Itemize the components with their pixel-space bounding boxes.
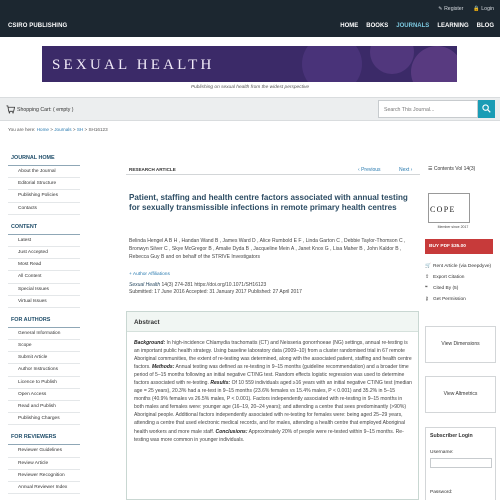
breadcrumb-home[interactable]: Home <box>36 127 49 132</box>
sidebar-heading[interactable]: JOURNAL HOME <box>8 152 80 166</box>
sidebar-item-reviewer-recognition[interactable]: Reviewer Recognition <box>8 470 80 482</box>
breadcrumb-journals[interactable]: Journals <box>54 127 72 132</box>
subscriber-login-panel <box>425 427 496 500</box>
sidebar-item-general-info[interactable]: General Information <box>8 328 80 340</box>
quote-icon: ❝ <box>425 286 428 291</box>
next-label: Next <box>399 167 410 173</box>
breadcrumb: You are here: Home > Journals > SH > SH16123 <box>8 127 108 132</box>
get-permission-link[interactable] <box>425 297 495 303</box>
sidebar <box>8 152 80 500</box>
author-affiliations-toggle[interactable]: + Author Affiliations <box>129 272 170 277</box>
next-article-link[interactable]: Next › <box>399 167 413 173</box>
login-heading: Subscriber Login <box>430 433 473 439</box>
journal-name: Sexual Health <box>129 282 161 288</box>
top-bar <box>0 0 500 37</box>
journal-banner[interactable] <box>42 46 457 82</box>
cart-icon[interactable] <box>6 105 15 114</box>
username-label: Username: <box>430 450 454 455</box>
username-input[interactable] <box>430 458 492 468</box>
sidebar-item-latest[interactable]: Latest <box>8 235 80 247</box>
sidebar-item-review-article[interactable]: Review Article <box>8 458 80 470</box>
sidebar-item-policies[interactable]: Publishing Policies <box>8 190 80 202</box>
cart-icon: 🛒 <box>425 264 431 269</box>
nav-blog[interactable]: BLOG <box>476 23 494 29</box>
sidebar-item-special-issues[interactable]: Special Issues <box>8 284 80 296</box>
contents-link[interactable] <box>428 166 475 172</box>
journal-search-input[interactable]: Search This Journal... <box>378 100 478 118</box>
sidebar-item-charges[interactable]: Publishing Charges <box>8 413 80 425</box>
article-header <box>126 162 420 296</box>
conclusions-text: Approximately 20% of people were re-tested within 9–15 months. Re-testing was more common in younger individuals. <box>134 428 404 443</box>
sidebar-heading[interactable]: CONTENT <box>8 221 80 235</box>
journal-tagline: Publishing on sexual health from the widest perspective <box>190 85 310 90</box>
sidebar-item-reviewer-guidelines[interactable]: Reviewer Guidelines <box>8 445 80 457</box>
background-text: In high-incidence Chlamydia trachomatis (CT) and Neisseria gonorrhoeae (NG) settings, annual re-testing is an important public health strategy. Using baseline laboratory data (2009–10) from a cluster randomised trial in 67 remote Aboriginal communities, the extent of re-testing was determined, along with the associated patient, staffing and health centre factors. <box>134 340 412 371</box>
tool-label: Export Citation <box>433 275 465 280</box>
sidebar-item-open-access[interactable]: Open Access <box>8 389 80 401</box>
results-text: Of 10 559 individuals aged ≥16 years with an initial negative CT/NG test (median age = 25 years), 20.3% had a re-test in 9–15 months (23.6% females vs 15.4% males, P < 0.001) and 35.2% in 5–15 months (40.9% females vs 26.5% males, P < 0.001). Factors independently associated with re-testing in 9–15 months in both males and females were: younger age (16–19, 20–24 years); and attending a centre that sees predominantly (>90%) Aboriginal people. Additional factors independently associated with re-testing for females were: being aged 25–29 years, attending a centre that used electronic medical records, and for males, attending a health centre that employed Aboriginal health workers and more male staff. <box>134 380 412 435</box>
article-title: Patient, staffing and health centre factors associated with annual testing for sexually transmissible infections in remote primary health centres <box>129 193 408 213</box>
main-nav <box>340 23 494 29</box>
previous-article-link[interactable]: ‹ Previous <box>358 167 381 173</box>
export-citation-link[interactable] <box>425 275 495 281</box>
methods-label: Methods: <box>151 364 175 371</box>
sidebar-item-virtual-issues[interactable]: Virtual Issues <box>8 296 80 308</box>
article-tools <box>425 264 495 308</box>
contents-label: Contents Vol 14(3) <box>433 166 476 172</box>
banner-graphic <box>192 46 457 82</box>
password-label: Password: <box>430 490 453 495</box>
article-dates: Submitted: 17 June 2016 Accepted: 31 January 2017 Published: 27 April 2017 <box>129 289 302 296</box>
brand-logo[interactable]: CSIRO PUBLISHING <box>8 23 68 29</box>
article-citation <box>129 282 302 297</box>
conclusions-label: Conclusions: <box>215 428 248 435</box>
sidebar-item-all-content[interactable]: All Content <box>8 271 80 283</box>
abstract-panel <box>126 311 419 500</box>
sidebar-item-licence[interactable]: Licence to Publish <box>8 377 80 389</box>
breadcrumb-current: SH16123 <box>88 127 108 132</box>
login-link[interactable]: 🔒 Login <box>473 6 494 12</box>
search-button[interactable] <box>478 100 495 118</box>
buy-pdf-button[interactable]: BUY PDF $35.00 <box>425 239 493 254</box>
abstract-body <box>127 332 418 444</box>
breadcrumb-sh[interactable]: SH <box>76 127 84 132</box>
cope-member-text: Member since 2017 <box>437 225 469 229</box>
sidebar-item-contacts[interactable]: Contacts <box>8 203 80 215</box>
abstract-heading: Abstract <box>127 312 418 332</box>
citation-doi[interactable]: 14(3) 274-281 https://doi.org/10.1071/SH16123 <box>160 282 267 288</box>
altmetrics-label: View Altmetrics <box>443 391 478 397</box>
article-authors[interactable]: Belinda Hengel A B H , Handan Wand B , James Ward D , Alice Rumbold E F , Linda Garton C , Debbie Taylor-Thomson C , Bronwyn Silver C , Skye McGregor B , Amalie Dyda B , Jacqueline Mein A , Janet Knox G , Lisa Maher B , John Kaldor B , Rebecca Guy B and on behalf of the STRIVE Investigators <box>129 238 406 260</box>
background-label: Background: <box>134 340 166 346</box>
dimensions-widget[interactable] <box>425 326 496 363</box>
nav-home[interactable]: HOME <box>340 23 359 29</box>
previous-label: Previous <box>361 167 381 173</box>
sidebar-item-submit[interactable]: Submit Article <box>8 352 80 364</box>
nav-books[interactable]: BOOKS <box>366 23 389 29</box>
key-icon: ⚷ <box>425 297 429 302</box>
sidebar-item-instructions[interactable]: Author Instructions <box>8 364 80 376</box>
contents-icon: ☰ <box>428 166 433 172</box>
rent-article-link[interactable] <box>425 264 495 270</box>
sidebar-item-just-accepted[interactable]: Just Accepted <box>8 247 80 259</box>
sidebar-item-most-read[interactable]: Most Read <box>8 259 80 271</box>
cited-by-link[interactable] <box>425 286 495 292</box>
nav-learning[interactable]: LEARNING <box>437 23 469 29</box>
sidebar-journal-home <box>8 152 80 215</box>
dimensions-label: View Dimensions <box>441 341 480 347</box>
methods-text: Annual testing was defined as re-testing in 9–15 months (guideline recommendation) and a broader time period of 5–15 months following an initial negative CT/NG test. Random effects logistic regression was used to determine factors associated with re-testing. <box>134 364 409 387</box>
cart-search-bar <box>0 97 500 121</box>
export-icon: ⇪ <box>425 275 430 280</box>
sidebar-item-reviewer-index[interactable]: Annual Reviewer Index <box>8 482 80 494</box>
utility-links <box>438 6 494 12</box>
register-label: Register <box>444 6 464 12</box>
sidebar-item-editorial[interactable]: Editorial Structure <box>8 178 80 190</box>
shopping-cart-link[interactable]: Shopping Cart: ( empty ) <box>17 107 74 113</box>
search-icon <box>482 104 491 113</box>
tool-label: Get Permission <box>433 297 466 302</box>
register-link[interactable]: ✎ Register <box>438 6 464 12</box>
nav-journals[interactable]: JOURNALS <box>396 23 430 29</box>
sidebar-item-about[interactable]: About the Journal <box>8 166 80 178</box>
sidebar-item-read-publish[interactable]: Read and Publish <box>8 401 80 413</box>
article-type: RESEARCH ARTICLE <box>129 167 176 172</box>
sidebar-heading[interactable]: FOR REVIEWERS <box>8 431 80 445</box>
sidebar-heading[interactable]: FOR AUTHORS <box>8 314 80 328</box>
tool-label: Cited By (5) <box>433 286 459 291</box>
cope-logo-text: COPE <box>430 205 456 214</box>
banner-title: SEXUAL HEALTH <box>52 57 215 73</box>
tool-label: Rent Article (via Deepdyve) <box>433 264 492 269</box>
article-type-bar <box>126 162 420 175</box>
sidebar-for-authors <box>8 314 80 426</box>
sidebar-item-scope[interactable]: Scope <box>8 340 80 352</box>
login-label: Login <box>481 6 494 12</box>
altmetrics-widget[interactable] <box>425 376 496 413</box>
sidebar-for-reviewers <box>8 431 80 494</box>
breadcrumb-prefix: You are here: <box>8 127 36 132</box>
sidebar-content <box>8 221 80 308</box>
results-label: Results: <box>210 380 231 387</box>
